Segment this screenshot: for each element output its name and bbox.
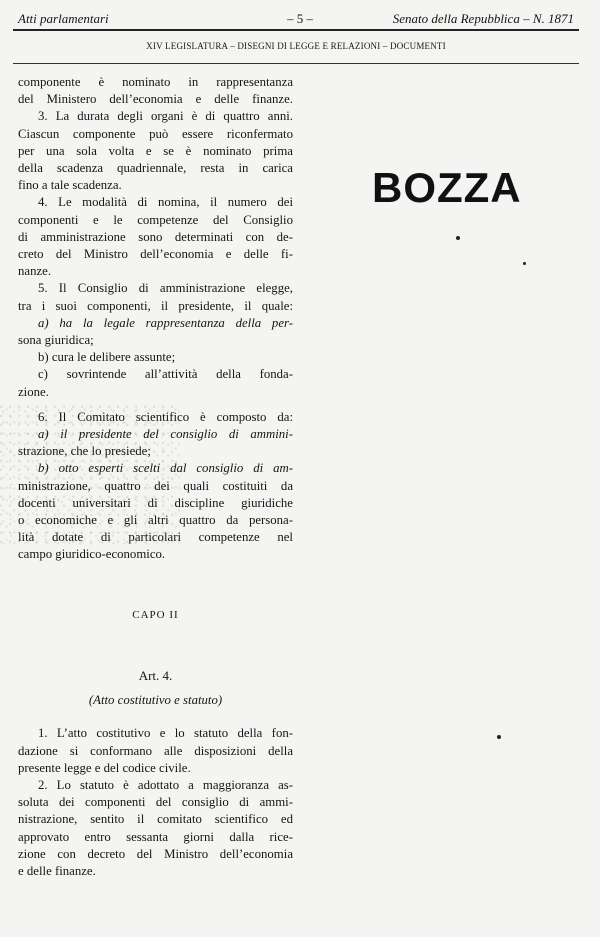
chapter-heading: CAPO II [132,608,179,621]
main-text-column [18,74,293,880]
body-line: sona giuridica; [18,333,94,348]
body-line: della scadenza quadriennale, resta in carica [18,161,293,176]
header-rule-top [13,29,579,31]
article-line: soluta dei componenti del consiglio di ammi- [18,795,293,810]
article-line: nistrazione, sentito il comitato scientifico ed [18,812,293,827]
body-line: b) otto esperti scelti dal consiglio di am- [38,461,293,476]
scan-dot [523,262,526,265]
header-page-number: – 5 – [287,11,313,26]
body-line: a) il presidente del consiglio di ammini- [38,427,293,442]
body-line: c) sovrintende all’attività della fonda- [38,367,293,382]
article-line: e delle finanze. [18,863,96,878]
body-line: zione. [18,384,49,399]
header-right-title: Senato della Repubblica – N. 1871 [392,11,574,26]
section-gap [18,564,293,607]
scan-dot [456,236,460,240]
body-line: ministrazione, quattro dei quali costituiti da [18,478,293,493]
paragraph-gap [18,717,293,725]
body-line: lità dotate di particolari competenze nel [18,530,293,545]
body-line: docenti universitari di discipline giuridiche [18,495,293,510]
body-line: per una sola volta e se è nominato prima [18,143,293,158]
subheader: XIV LEGISLATURA – DISEGNI DI LEGGE E RELAZIONI – DOCUMENTI [146,41,446,51]
header-rule-bottom [13,63,579,64]
article-line: 2. Lo statuto è adottato a maggioranza as- [38,777,293,792]
article-line: 1. L’atto costitutivo e lo statuto della fon- [38,726,293,741]
body-line: Ciascun componente può essere riconfermato [18,126,293,141]
paragraph-gap [18,401,293,409]
paragraph-gap [18,709,293,717]
body-line: a) ha la legale rappresentanza della per- [38,315,293,330]
body-line: componente è nominato in rappresentanza [18,75,293,89]
article-line: approvato entro sessanta giorni dalla rice- [18,829,293,844]
paragraph-gap [18,684,293,692]
body-line: di amministrazione sono determinati con de- [18,229,293,244]
body-line: fino a tale scadenza. [18,178,122,193]
article-line: presente legge e del codice civile. [18,760,191,775]
body-line: creto del Ministro dell’economia e delle fi- [18,247,293,262]
article-title: (Atto costitutivo e statuto) [88,693,223,708]
body-line: strazione, che lo presiede; [18,444,151,459]
body-line: componenti e le competenze del Consiglio [18,212,293,227]
body-line: o economiche e gli altri quattro da persona- [18,513,293,528]
article-heading: Art. 4. [138,667,173,683]
body-line: 4. Le modalità di nomina, il numero dei [38,195,293,210]
body-line: 5. Il Consiglio di amministrazione elegge, [38,281,293,296]
body-line: campo giuridico-economico. [18,547,166,562]
body-line: b) cura le delibere assunte; [38,350,176,365]
bozza-watermark: BOZZA [372,164,522,211]
body-line: 6. Il Comitato scientifico è composto da: [38,409,293,424]
article-line: dazione si conformano alle disposizioni della [18,743,293,758]
body-line: 3. La durata degli organi è di quattro anni. [38,109,293,124]
section-gap [18,624,293,667]
article-line: zione con decreto del Ministro dell’economia [18,846,293,861]
header-left-title: Atti parlamentari [18,11,109,26]
body-line: del Ministero dell’economia e delle finanze. [18,92,293,107]
scan-dot [497,735,501,739]
body-line: nanze. [18,264,52,279]
body-line: tra i suoi componenti, il presidente, il quale: [18,298,293,313]
